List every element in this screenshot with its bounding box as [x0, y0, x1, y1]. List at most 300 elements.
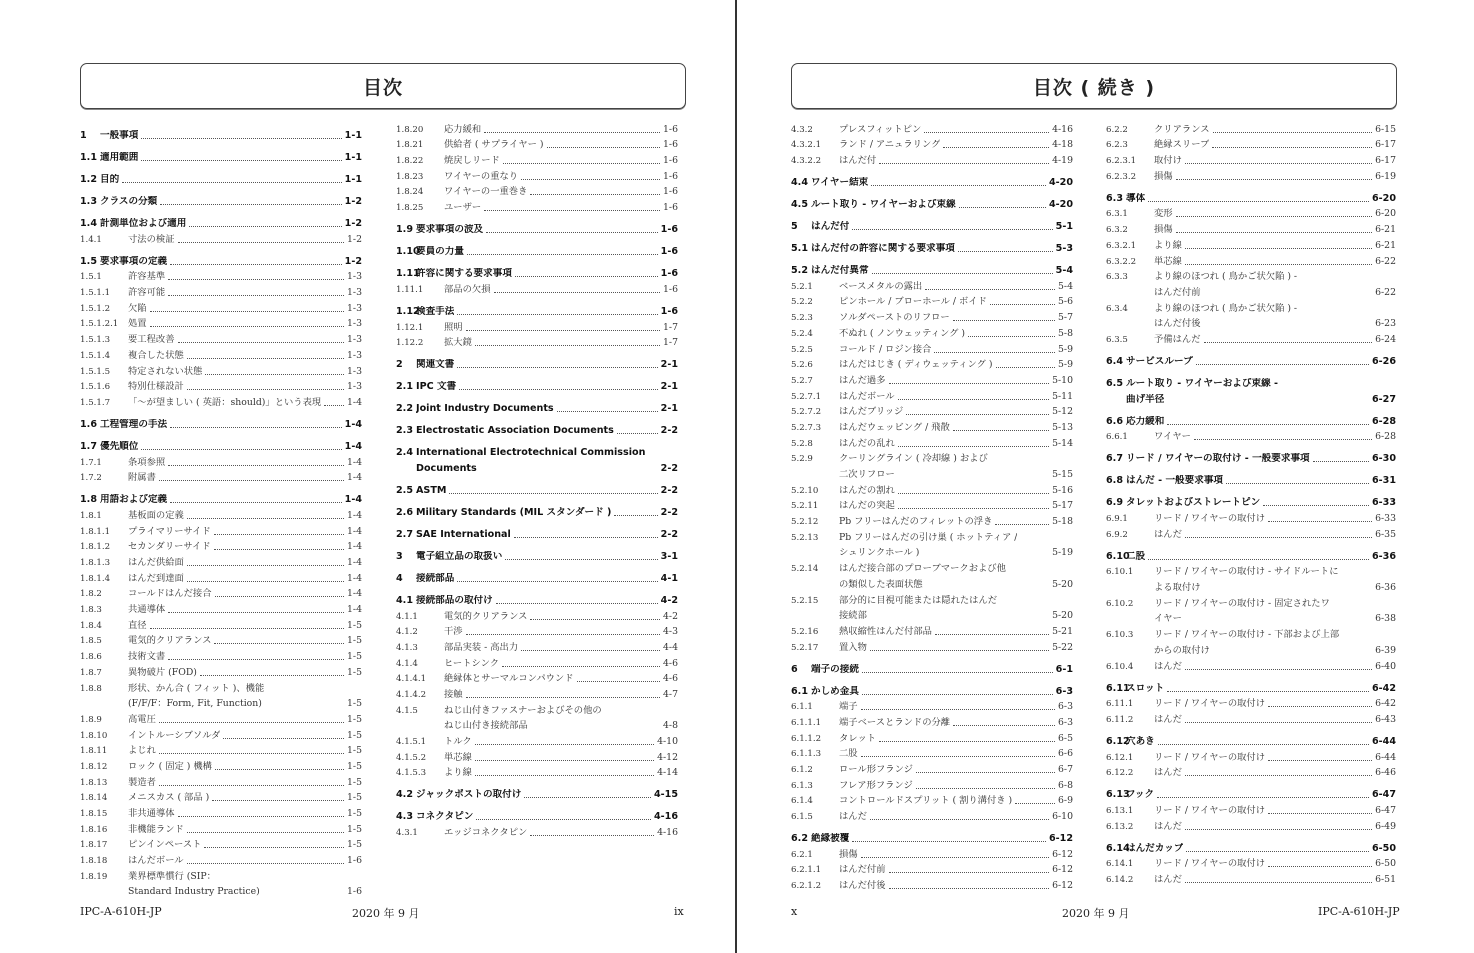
toc-entry[interactable] — [1106, 594, 1396, 610]
toc-entry-title: 単芯線 — [444, 751, 472, 763]
toc-entry[interactable] — [396, 748, 678, 764]
toc-entry-number: 5.2.6 — [791, 360, 813, 371]
toc-entry-page: 1-5 — [347, 619, 362, 631]
toc-entry-page: 4-19 — [1052, 155, 1073, 167]
toc-entry[interactable] — [1106, 283, 1396, 299]
toc-section-entry[interactable] — [80, 142, 362, 164]
toc-section-entry[interactable] — [791, 255, 1073, 277]
toc-entry-title: 要員の力量 — [416, 246, 464, 258]
toc-entry[interactable] — [80, 695, 362, 711]
toc-entry-number: 2.1 — [396, 381, 413, 393]
toc-entry-title: 二次リフロー — [839, 469, 895, 480]
toc-entry-page: 1-6 — [663, 283, 678, 295]
toc-entry[interactable] — [791, 434, 1073, 450]
toc-entry-page: 1-2 — [347, 233, 362, 245]
toc-entry-title: はんだカップ — [1126, 842, 1184, 854]
toc-entry-number: 6.11.2 — [1106, 714, 1134, 725]
toc-section-entry[interactable] — [396, 258, 678, 280]
toc-entry[interactable] — [1106, 801, 1396, 817]
toc-entry[interactable] — [80, 804, 362, 820]
toc-entry[interactable] — [396, 638, 678, 654]
dot-leader — [1263, 505, 1369, 506]
toc-entry-title: はんだボール — [839, 390, 895, 402]
toc-entry-title: 複合した状態 — [128, 349, 184, 361]
toc-entry[interactable] — [80, 283, 362, 299]
toc-section-entry[interactable] — [1106, 487, 1396, 509]
toc-entry-title: 干渉 — [444, 626, 463, 638]
dot-leader — [614, 515, 657, 516]
toc-entry-title: 絶縁体とサーマルコンパウンド — [444, 673, 574, 685]
toc-section-entry[interactable] — [791, 167, 1073, 189]
dot-leader — [187, 581, 344, 582]
toc-section-entry[interactable] — [80, 246, 362, 268]
toc-entry-title: 非機能ランド — [128, 823, 184, 835]
toc-entry[interactable] — [80, 789, 362, 805]
toc-entry[interactable] — [80, 679, 362, 695]
toc-entry[interactable] — [791, 591, 1073, 607]
toc-entry-title: コネクタピン — [416, 811, 474, 823]
toc-section-entry[interactable] — [396, 371, 678, 393]
toc-entry-page: 6-35 — [1375, 528, 1396, 540]
toc-entry-title: 絶縁被覆 — [811, 833, 850, 845]
toc-entry-title: はんだ付の許容に関する要求事項 — [811, 243, 955, 255]
toc-entry[interactable] — [80, 268, 362, 284]
toc-entry-number: 5.2.1 — [791, 281, 813, 292]
toc-entry[interactable] — [791, 371, 1073, 387]
toc-entry-title: ワイヤー結束 — [811, 177, 869, 189]
toc-entry[interactable] — [396, 151, 678, 167]
toc-entry[interactable] — [80, 616, 362, 632]
toc-entry[interactable] — [791, 403, 1073, 419]
toc-entry[interactable] — [396, 607, 678, 623]
toc-section-entry[interactable] — [396, 779, 678, 801]
toc-entry[interactable] — [791, 760, 1073, 776]
toc-entry[interactable] — [791, 845, 1073, 861]
toc-entry[interactable] — [80, 710, 362, 726]
toc-entry[interactable] — [1106, 167, 1396, 183]
toc-entry[interactable] — [80, 230, 362, 246]
toc-entry[interactable] — [80, 836, 362, 852]
toc-entry-page: 1-5 — [347, 760, 362, 772]
toc-entry-number: 6.12.1 — [1106, 752, 1134, 763]
toc-entry-number: 6.3.3 — [1106, 272, 1128, 283]
toc-entry[interactable] — [396, 717, 678, 733]
dot-leader — [889, 872, 1050, 873]
toc-entry[interactable] — [1106, 870, 1396, 886]
toc-entry-title: 共通導体 — [128, 604, 166, 616]
toc-entry-page: 5-9 — [1058, 343, 1073, 355]
toc-section-entry[interactable] — [80, 164, 362, 186]
toc-section-entry[interactable] — [396, 236, 678, 258]
toc-entry-title: 「〜が望ましい ( 英語：should)」という表現 — [128, 396, 322, 408]
toc-section-entry[interactable] — [396, 801, 678, 823]
toc-entry[interactable] — [791, 729, 1073, 745]
toc-entry[interactable] — [791, 340, 1073, 356]
toc-entry[interactable] — [80, 299, 362, 315]
toc-entry[interactable] — [80, 315, 362, 331]
toc-entry[interactable] — [80, 851, 362, 867]
toc-section-entry[interactable] — [396, 519, 678, 541]
dot-leader — [178, 242, 345, 243]
toc-section-entry[interactable] — [1106, 541, 1396, 563]
toc-entry[interactable] — [396, 764, 678, 780]
dot-leader — [214, 534, 344, 535]
toc-entry[interactable] — [1106, 205, 1396, 221]
toc-entry[interactable] — [791, 622, 1073, 638]
dot-leader — [122, 182, 341, 183]
toc-entry[interactable] — [791, 481, 1073, 497]
dot-leader — [214, 549, 344, 550]
toc-section-entry[interactable] — [1106, 726, 1396, 748]
toc-section-entry[interactable] — [791, 189, 1073, 211]
toc-section-entry[interactable] — [80, 186, 362, 208]
toc-entry[interactable] — [80, 569, 362, 585]
toc-entry-title: 接続部品 — [416, 572, 455, 584]
toc-entry-title: ワイヤーの一重巻き — [444, 186, 528, 198]
toc-section-entry[interactable] — [80, 431, 362, 453]
toc-entry[interactable] — [1106, 525, 1396, 541]
toc-entry[interactable] — [791, 575, 1073, 591]
toc-entry-title: はんだの乱れ — [839, 437, 895, 449]
toc-entry[interactable] — [1106, 315, 1396, 331]
toc-entry[interactable] — [1106, 220, 1396, 236]
toc-entry-title: ベースメタルの露出 — [839, 280, 923, 292]
toc-entry-page: 5-17 — [1052, 500, 1073, 512]
toc-section-entry[interactable] — [396, 349, 678, 371]
toc-section-entry[interactable] — [791, 211, 1073, 233]
toc-section-entry[interactable] — [80, 409, 362, 431]
toc-entry-title: はんだ付異常 — [811, 265, 869, 277]
toc-entry[interactable] — [791, 387, 1073, 403]
toc-entry-number: 1.9 — [396, 224, 413, 236]
toc-section-entry[interactable] — [1106, 406, 1396, 428]
toc-entry[interactable] — [791, 136, 1073, 152]
toc-entry-number: 1.8.1.1 — [80, 526, 111, 537]
toc-entry-page: 1-4 — [347, 541, 362, 553]
toc-entry[interactable] — [791, 638, 1073, 654]
toc-entry[interactable] — [791, 559, 1073, 575]
toc-entry-number: 1 — [80, 130, 87, 141]
toc-entry-page: 4-6 — [663, 657, 678, 669]
toc-entry[interactable] — [396, 670, 678, 686]
dot-leader — [898, 399, 1050, 400]
dot-leader — [530, 194, 660, 195]
toc-entry[interactable] — [1106, 236, 1396, 252]
toc-entry-number: 2.5 — [396, 484, 413, 496]
toc-entry[interactable] — [1106, 657, 1396, 673]
toc-entry-page: 1-6 — [663, 155, 678, 167]
dot-leader — [898, 508, 1049, 509]
dot-leader — [1015, 803, 1055, 804]
toc-entry[interactable] — [396, 654, 678, 670]
toc-entry[interactable] — [1106, 563, 1396, 579]
toc-entry[interactable] — [1106, 625, 1396, 641]
toc-entry-number: 1.8.11 — [80, 746, 108, 757]
toc-entry[interactable] — [396, 120, 678, 136]
toc-entry[interactable] — [791, 528, 1073, 544]
toc-section-entry[interactable] — [1106, 673, 1396, 695]
toc-entry[interactable] — [1106, 299, 1396, 315]
dot-leader — [861, 756, 1055, 757]
toc-section-entry[interactable] — [1106, 465, 1396, 487]
toc-entry-number: 1.8.25 — [396, 203, 424, 214]
toc-section-entry[interactable] — [396, 214, 678, 236]
toc-entry[interactable] — [396, 198, 678, 214]
toc-section-entry[interactable] — [1106, 183, 1396, 205]
toc-section-entry[interactable] — [396, 497, 678, 519]
toc-section-entry[interactable] — [396, 393, 678, 415]
toc-entry[interactable] — [1106, 578, 1396, 594]
toc-entry-number: 6.14.1 — [1106, 859, 1134, 870]
toc-entry[interactable] — [396, 334, 678, 350]
toc-entry-number: 1.8.12 — [80, 761, 108, 772]
toc-entry[interactable] — [80, 600, 362, 616]
toc-entry-page: 2-1 — [660, 403, 678, 415]
toc-entry[interactable] — [1106, 710, 1396, 726]
toc-entry[interactable] — [791, 293, 1073, 309]
dot-leader — [159, 785, 344, 786]
toc-entry[interactable] — [396, 136, 678, 152]
toc-entry[interactable] — [791, 308, 1073, 324]
dot-leader — [959, 207, 1046, 208]
dot-leader — [968, 336, 1055, 337]
dot-leader — [457, 314, 657, 315]
toc-entry-number: 6.7 — [1106, 453, 1123, 465]
toc-entry-number: 6.14.2 — [1106, 875, 1134, 885]
dot-leader — [1185, 722, 1372, 723]
toc-section-entry[interactable] — [80, 208, 362, 230]
toc-entry-page: 1-1 — [344, 174, 362, 185]
toc-entry-title: 二股 — [1126, 550, 1146, 562]
toc-entry[interactable] — [791, 497, 1073, 513]
toc-section-entry[interactable] — [80, 120, 362, 142]
toc-entry[interactable] — [396, 823, 678, 839]
toc-entry[interactable] — [1106, 509, 1396, 525]
toc-entry-page: 5-14 — [1052, 437, 1073, 449]
toc-entry-title: 直径 — [128, 619, 147, 631]
toc-entry[interactable] — [791, 792, 1073, 808]
toc-entry[interactable] — [791, 861, 1073, 877]
toc-entry-page: 1-5 — [347, 635, 362, 647]
toc-entry-title: 計測単位および適用 — [100, 218, 187, 229]
toc-entry-page: 6-23 — [1375, 318, 1396, 330]
toc-entry[interactable] — [791, 450, 1073, 466]
toc-entry[interactable] — [1106, 695, 1396, 711]
toc-entry[interactable] — [1106, 748, 1396, 764]
toc-entry[interactable] — [80, 453, 362, 469]
toc-section-entry[interactable] — [396, 475, 678, 497]
toc-entry[interactable] — [80, 378, 362, 394]
toc-entry-page: 6-38 — [1375, 613, 1396, 625]
toc-entry[interactable] — [791, 151, 1073, 167]
toc-entry-number: 1.8.13 — [80, 777, 108, 788]
toc-section-entry[interactable] — [791, 233, 1073, 255]
toc-entry[interactable] — [80, 647, 362, 663]
toc-entry-page: 6-50 — [1375, 858, 1396, 870]
toc-entry[interactable] — [791, 324, 1073, 340]
toc-entry[interactable] — [791, 512, 1073, 528]
toc-entry-title: ユーザー — [444, 202, 482, 214]
dot-leader — [189, 226, 341, 227]
toc-entry[interactable] — [80, 742, 362, 758]
toc-entry-number: 1.8.21 — [396, 140, 424, 151]
dot-leader — [521, 650, 660, 651]
toc-entry-number: 1.12.2 — [396, 338, 424, 349]
toc-entry[interactable] — [396, 183, 678, 199]
toc-entry[interactable] — [791, 544, 1073, 560]
toc-entry-number: 6.5 — [1106, 377, 1123, 389]
toc-entry-number: 1.12 — [396, 305, 420, 317]
toc-entry-title: 条項参照 — [128, 456, 166, 468]
toc-entry[interactable] — [396, 280, 678, 296]
toc-entry-page: 3-1 — [660, 550, 678, 562]
toc-entry[interactable] — [791, 713, 1073, 729]
dot-leader — [178, 816, 345, 817]
toc-entry[interactable] — [80, 867, 362, 883]
toc-entry-page: 1-3 — [347, 287, 362, 299]
toc-entry[interactable] — [791, 607, 1073, 623]
toc-entry[interactable] — [396, 623, 678, 639]
toc-section-entry[interactable] — [1106, 368, 1396, 390]
toc-entry-page: 1-5 — [347, 745, 362, 757]
toc-section-entry[interactable] — [396, 296, 678, 318]
toc-entry[interactable] — [1106, 610, 1396, 626]
toc-entry[interactable] — [80, 585, 362, 601]
toc-section-entry[interactable] — [396, 437, 678, 459]
toc-entry[interactable] — [396, 701, 678, 717]
toc-entry[interactable] — [80, 726, 362, 742]
toc-entry[interactable] — [80, 632, 362, 648]
toc-entry-number: 5.2.8 — [791, 438, 813, 449]
toc-entry[interactable] — [80, 883, 362, 899]
toc-entry[interactable] — [80, 469, 362, 485]
toc-entry[interactable] — [1106, 120, 1396, 136]
toc-entry-number: 2 — [396, 359, 403, 371]
toc-entry[interactable] — [80, 820, 362, 836]
toc-entry-page: 6-39 — [1375, 644, 1396, 656]
toc-entry[interactable] — [80, 773, 362, 789]
toc-entry-number: 1.8.1 — [80, 510, 102, 521]
toc-entry[interactable] — [1106, 764, 1396, 780]
dot-leader — [168, 279, 344, 280]
toc-entry-title: はんだ — [1154, 820, 1182, 832]
toc-section-entry[interactable] — [80, 484, 362, 506]
toc-entry-page: 2-2 — [660, 528, 678, 540]
toc-entry[interactable] — [80, 757, 362, 773]
toc-entry-title: より線 — [444, 767, 472, 779]
toc-section-entry[interactable] — [396, 415, 678, 437]
toc-section-entry[interactable] — [791, 654, 1073, 676]
toc-entry[interactable] — [80, 362, 362, 378]
toc-entry-number: 6.8 — [1106, 475, 1123, 487]
toc-entry[interactable] — [1106, 428, 1396, 444]
toc-section-entry[interactable] — [1106, 443, 1396, 465]
toc-entry[interactable] — [1106, 855, 1396, 871]
toc-section-entry[interactable] — [396, 585, 678, 607]
toc-entry-title: ジャックポストの取付け — [416, 789, 522, 801]
dot-leader — [852, 229, 1052, 230]
toc-entry[interactable] — [396, 685, 678, 701]
toc-entry-number: 6.11.1 — [1106, 699, 1134, 710]
toc-entry[interactable] — [80, 506, 362, 522]
toc-entry[interactable] — [396, 732, 678, 748]
toc-entry[interactable] — [1106, 817, 1396, 833]
toc-entry-title: エッジコネクタピン — [444, 827, 528, 839]
toc-entry-page: 1-4 — [347, 588, 362, 600]
toc-entry-number: 6.1.2 — [791, 765, 813, 775]
toc-entry[interactable] — [791, 876, 1073, 892]
toc-entry-title: タレットおよびストレートピン — [1126, 497, 1261, 509]
toc-entry[interactable] — [791, 776, 1073, 792]
toc-entry-number: 1.8.8 — [80, 683, 102, 694]
toc-entry-page: 6-47 — [1371, 789, 1396, 801]
dot-leader — [496, 603, 658, 604]
toc-entry-page: 4-16 — [1052, 123, 1073, 135]
toc-entry[interactable] — [791, 807, 1073, 823]
toc-entry-title: はんだ接合部のプローブマークおよび他 — [839, 563, 1006, 575]
dot-leader — [214, 643, 344, 644]
toc-entry-title: はんだ付 — [811, 221, 850, 233]
toc-entry[interactable] — [80, 538, 362, 554]
toc-entry[interactable] — [791, 745, 1073, 761]
toc-entry[interactable] — [80, 553, 362, 569]
toc-entry-page: 5-13 — [1052, 421, 1073, 433]
toc-entry[interactable] — [1106, 252, 1396, 268]
toc-entry[interactable] — [80, 522, 362, 538]
toc-entry-page: 5-12 — [1052, 406, 1073, 418]
toc-section-entry[interactable] — [1106, 390, 1396, 406]
toc-entry[interactable] — [80, 330, 362, 346]
toc-entry[interactable] — [80, 393, 362, 409]
dot-leader — [1167, 691, 1369, 692]
toc-section-entry[interactable] — [1106, 779, 1396, 801]
toc-section-entry[interactable] — [1106, 833, 1396, 855]
toc-section-entry[interactable] — [791, 823, 1073, 845]
toc-entry-title: リード / ワイヤーの取付け — [1154, 698, 1266, 710]
toc-section-entry[interactable] — [396, 563, 678, 585]
toc-entry[interactable] — [1106, 151, 1396, 167]
toc-section-entry[interactable] — [1106, 346, 1396, 368]
toc-entry[interactable] — [1106, 641, 1396, 657]
toc-entry-title: 一般事項 — [100, 130, 139, 141]
toc-section-entry[interactable] — [396, 541, 678, 563]
toc-entry-title: リード / ワイヤーの取付け — [1154, 751, 1266, 763]
toc-entry[interactable] — [791, 277, 1073, 293]
toc-entry[interactable] — [396, 318, 678, 334]
toc-entry[interactable] — [80, 346, 362, 362]
toc-section-entry[interactable] — [791, 676, 1073, 698]
toc-entry-page: 4-6 — [663, 673, 678, 685]
toc-section-entry[interactable] — [396, 459, 678, 475]
toc-entry[interactable] — [1106, 136, 1396, 152]
toc-entry-page: 1-2 — [344, 218, 362, 229]
toc-entry-title: Documents — [416, 462, 477, 474]
toc-entry[interactable] — [80, 663, 362, 679]
toc-entry-title: 二股 — [839, 748, 858, 760]
toc-entry[interactable] — [791, 418, 1073, 434]
toc-entry-page: 5-6 — [1058, 296, 1073, 308]
toc-entry[interactable] — [791, 698, 1073, 714]
toc-entry-number: 5.2.11 — [791, 501, 819, 512]
toc-entry[interactable] — [791, 356, 1073, 372]
toc-entry[interactable] — [396, 167, 678, 183]
toc-entry-number: 6.1.4 — [791, 796, 813, 807]
dot-leader — [1185, 248, 1372, 249]
toc-entry[interactable] — [1106, 268, 1396, 284]
toc-entry[interactable] — [791, 465, 1073, 481]
toc-entry[interactable] — [791, 120, 1073, 136]
toc-entry[interactable] — [1106, 330, 1396, 346]
